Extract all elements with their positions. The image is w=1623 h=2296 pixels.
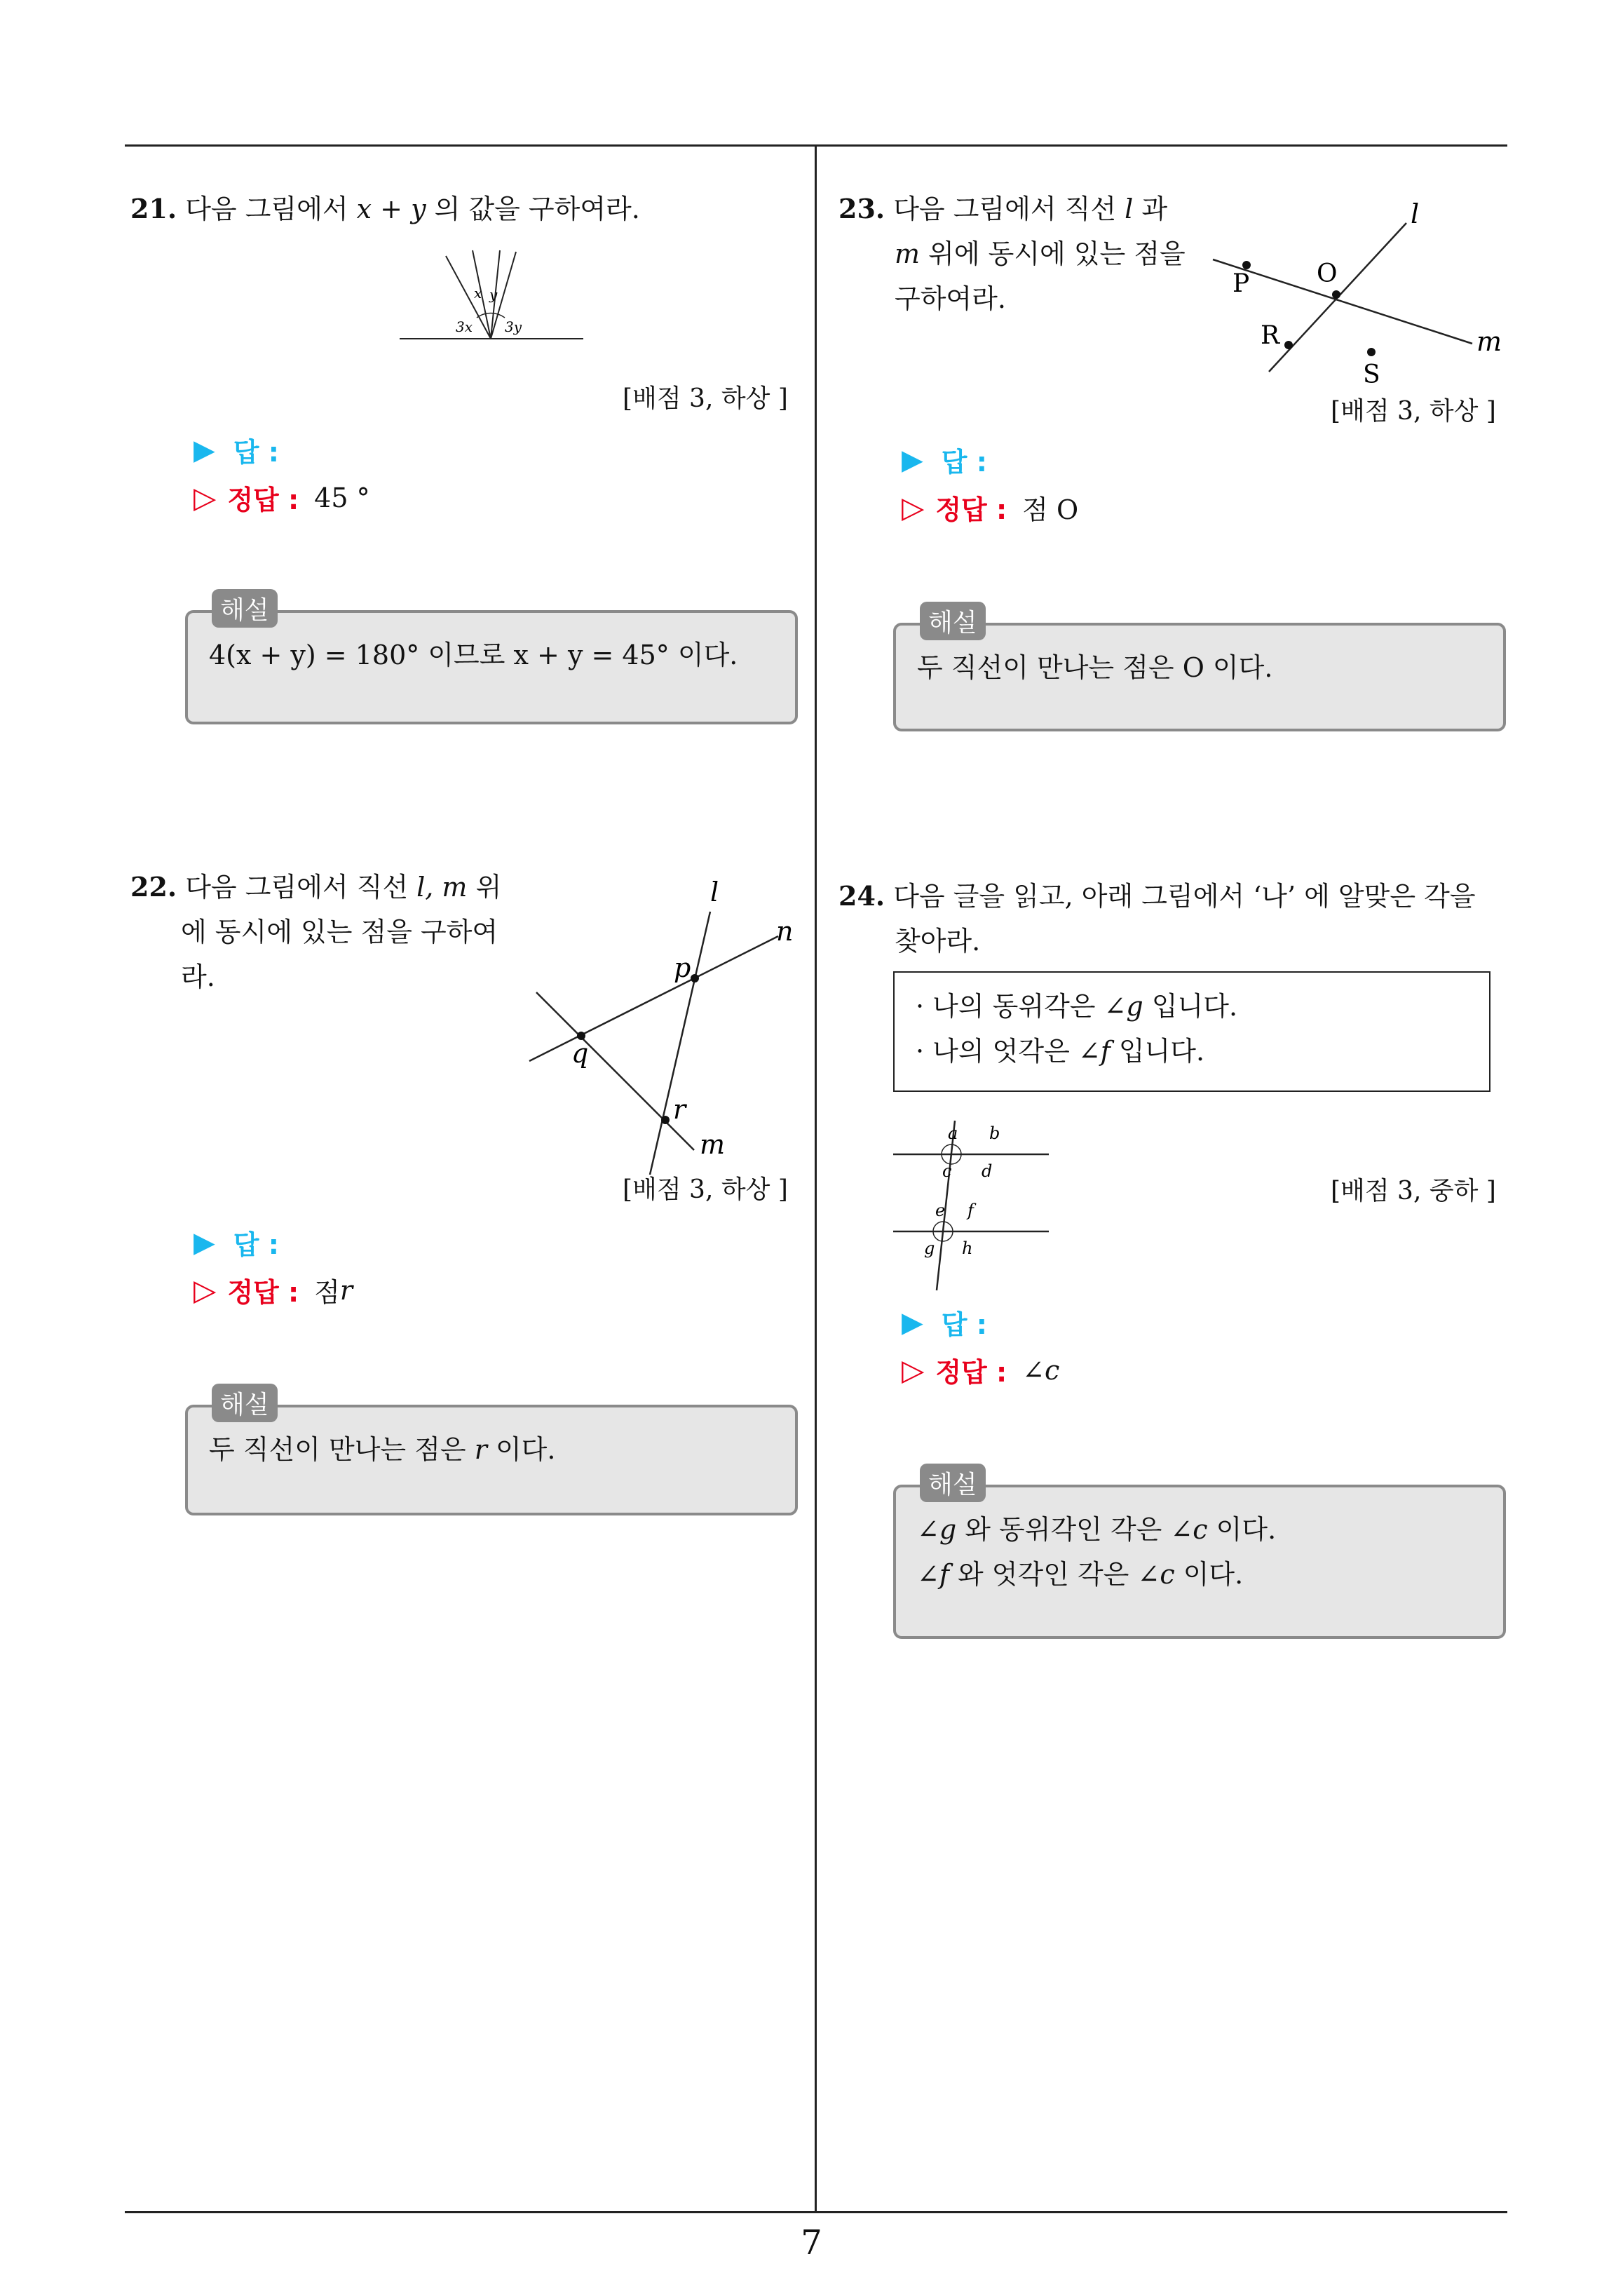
correct-label: 정답 : xyxy=(227,1277,299,1308)
explanation-line: ∠f 와 엇각인 각은 ∠c 이다. xyxy=(917,1559,1244,1590)
question-text: 위 xyxy=(467,872,502,903)
label-b: b xyxy=(989,1123,1000,1143)
correct-label: 정답 : xyxy=(935,1357,1007,1388)
problem-22-explanation xyxy=(185,1405,798,1515)
answer-label: 답 : xyxy=(233,1229,279,1260)
page-number: 7 xyxy=(801,2223,822,2262)
problem-21-answer xyxy=(193,431,279,469)
problem-23-figure xyxy=(1213,198,1507,389)
line-m xyxy=(1213,259,1472,344)
line-m xyxy=(536,992,694,1150)
correct-answer: 점 O xyxy=(1022,494,1079,525)
correct-answer: 45 ° xyxy=(314,482,370,513)
play-arrow-icon: ▶ xyxy=(902,443,923,476)
correct-answer-math: c xyxy=(1045,1354,1060,1386)
question-text: 다음 그림에서 xyxy=(185,194,357,224)
problem-23-explanation xyxy=(893,623,1506,731)
answer-label: 답 : xyxy=(941,447,987,478)
label-x: x xyxy=(474,285,482,302)
point-S xyxy=(1367,348,1376,356)
label-O: O xyxy=(1317,259,1338,288)
label-f: f xyxy=(967,1201,974,1220)
angle-arc xyxy=(477,313,505,318)
outline-arrow-icon: ▷ xyxy=(193,1273,217,1307)
label-e: e xyxy=(935,1201,946,1220)
label-g: g xyxy=(924,1238,935,1258)
label-r: r xyxy=(673,1094,686,1125)
label-R: R xyxy=(1261,321,1280,350)
answer-label: 답 : xyxy=(233,437,279,468)
problem-21-explanation xyxy=(185,610,798,724)
problem-23-score: [배점 3, 하상 ] xyxy=(1331,397,1496,426)
column-divider xyxy=(815,144,817,2213)
hint-line: · 나의 동위각은 ∠g 입니다. xyxy=(916,991,1238,1022)
point-p xyxy=(691,974,699,982)
point-r xyxy=(661,1116,670,1124)
problem-number: 21. xyxy=(130,193,177,224)
problem-24-answer xyxy=(902,1303,987,1342)
problem-22-score: [배점 3, 하상 ] xyxy=(623,1175,788,1204)
problem-number: 22. xyxy=(130,871,177,903)
question-text: 다음 그림에서 직선 xyxy=(893,194,1125,224)
label-y: y xyxy=(489,286,498,303)
problem-24-hint-box xyxy=(893,971,1490,1092)
explanation-tag: 해설 xyxy=(920,1464,986,1502)
point-O xyxy=(1332,290,1340,299)
line-n xyxy=(529,936,778,1061)
label-m: m xyxy=(700,1129,726,1160)
play-arrow-icon: ▶ xyxy=(193,433,215,466)
problem-number: 24. xyxy=(838,880,885,912)
label-d: d xyxy=(982,1161,993,1181)
explanation-line: 4(x + y) = 180° 이므로 x + y = 45° 이다. xyxy=(209,640,738,670)
question-text: 의 값을 구하여라. xyxy=(426,194,640,224)
question-math: l, m xyxy=(416,872,468,903)
label-P: P xyxy=(1232,269,1250,298)
play-arrow-icon: ▶ xyxy=(902,1306,923,1339)
question-math: m xyxy=(895,238,921,269)
answer-label: 답 : xyxy=(941,1309,987,1340)
problem-22-correct xyxy=(193,1271,353,1309)
correct-answer: 점 xyxy=(314,1277,340,1308)
question-text: 다음 글을 읽고, 아래 그림에서 ‘나’ 에 알맞은 각을 xyxy=(893,881,1476,912)
bottom-rule xyxy=(125,2211,1507,2213)
problem-22-figure xyxy=(529,877,796,1175)
problem-22-question xyxy=(130,865,523,999)
explanation-tag: 해설 xyxy=(212,589,278,628)
label-3x: 3x xyxy=(456,318,473,335)
problem-21-correct xyxy=(193,478,370,517)
point-R xyxy=(1284,341,1293,349)
correct-label: 정답 : xyxy=(935,494,1007,525)
label-h: h xyxy=(962,1238,973,1258)
question-text: 에 동시에 있는 점을 구하여 xyxy=(181,917,498,947)
label-l: l xyxy=(1411,198,1420,229)
outline-arrow-icon: ▷ xyxy=(902,1353,925,1387)
label-S: S xyxy=(1363,360,1380,389)
label-q: q xyxy=(571,1038,589,1069)
point-P xyxy=(1242,261,1251,269)
correct-answer-math: r xyxy=(339,1274,353,1306)
problem-23-question xyxy=(838,187,1203,321)
question-text: 찾아라. xyxy=(895,926,981,957)
problem-24-question xyxy=(838,874,1512,964)
play-arrow-icon: ▶ xyxy=(193,1226,215,1259)
explanation-tag: 해설 xyxy=(920,602,986,640)
label-3y: 3y xyxy=(505,318,522,335)
outline-arrow-icon: ▷ xyxy=(193,480,217,515)
label-l: l xyxy=(710,877,719,907)
correct-answer: ∠ xyxy=(1022,1354,1045,1386)
explanation-line: ∠g 와 동위각인 각은 ∠c 이다. xyxy=(917,1514,1277,1545)
problem-21-question xyxy=(130,187,761,231)
problem-24-score: [배점 3, 중하 ] xyxy=(1331,1177,1496,1206)
label-a: a xyxy=(948,1123,958,1143)
problem-22-answer xyxy=(193,1223,279,1262)
label-m: m xyxy=(1476,326,1502,357)
problem-23-correct xyxy=(902,488,1078,527)
problem-24-figure xyxy=(893,1121,1054,1292)
problem-21-figure xyxy=(400,249,589,344)
explanation-line: 두 직선이 만나는 점은 r 이다. xyxy=(209,1434,556,1465)
problem-23-answer xyxy=(902,440,987,479)
question-math: l xyxy=(1125,194,1134,224)
hint-line: · 나의 엇각은 ∠f 입니다. xyxy=(916,1036,1205,1067)
question-text: 라. xyxy=(181,961,215,992)
problem-24-correct xyxy=(902,1351,1059,1389)
question-math: x + y xyxy=(356,194,426,224)
correct-label: 정답 : xyxy=(227,485,299,515)
problem-number: 23. xyxy=(838,193,885,224)
question-text: 구하여라. xyxy=(895,283,1006,314)
explanation-tag: 해설 xyxy=(212,1384,278,1422)
question-text: 과 xyxy=(1133,194,1168,224)
question-text: 위에 동시에 있는 점을 xyxy=(920,238,1186,269)
explanation-line: 두 직선이 만나는 점은 O 이다. xyxy=(917,652,1273,683)
problem-24-explanation xyxy=(893,1485,1506,1639)
problem-21-score: [배점 3, 하상 ] xyxy=(623,384,788,413)
label-c: c xyxy=(942,1161,952,1181)
outline-arrow-icon: ▷ xyxy=(902,490,925,525)
label-p: p xyxy=(674,952,691,983)
label-n: n xyxy=(776,916,794,947)
question-text: 다음 그림에서 직선 xyxy=(185,872,417,903)
